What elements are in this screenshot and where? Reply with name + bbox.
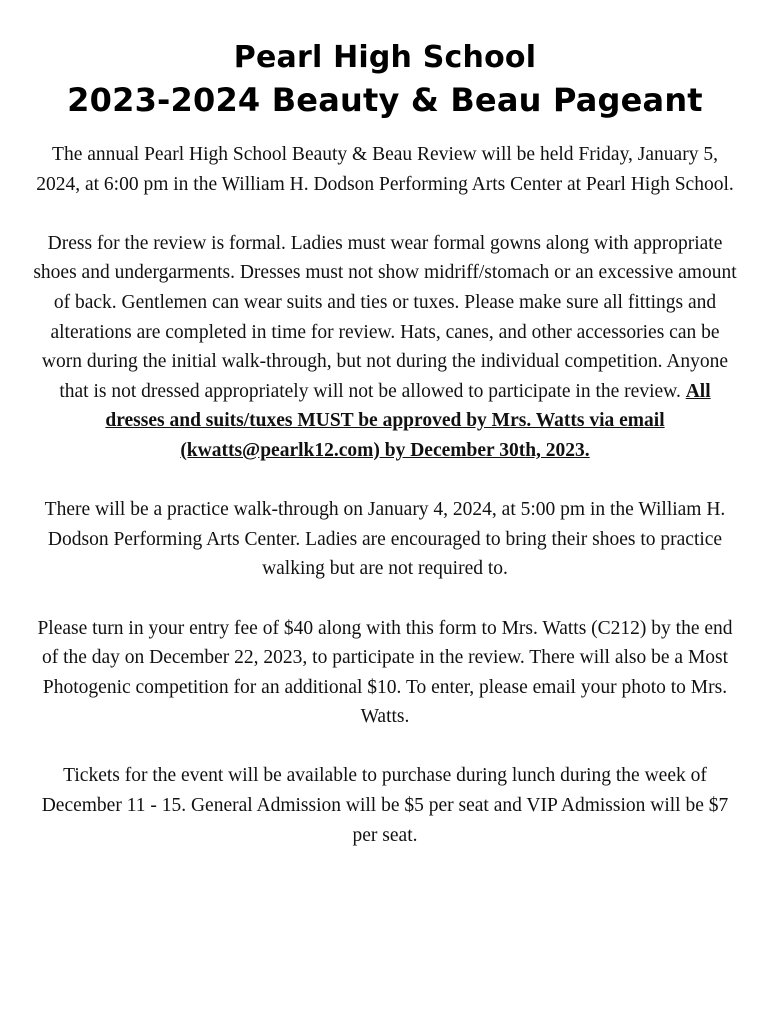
- school-title: Pearl High School: [233, 40, 537, 75]
- practice-paragraph: There will be a practice walk-through on January 4, 2024, at 5:00 pm in the William H. Dodson Performing Arts Center. Ladies are encouraged to bring their shoes to practice walking but are not required to.: [44, 499, 726, 580]
- event-details-paragraph: The annual Pearl High School Beauty & Beau Review will be held Friday, January 5, 2024, at 6:00 pm in the William H. Dodson Performing Arts Center at Pearl High School.: [36, 144, 734, 195]
- pageant-title: 2023-2024 Beauty & Beau Pageant: [67, 81, 703, 119]
- dress-code-text: Dress for the review is formal. Ladies must wear formal gowns along with appropriate shoes and undergarments. Dresses must not show midriff/stomach or an excessive amount of back. Gentlemen can wear suits and ties or tuxes. Please make sure all fittings and alterations are completed in time for review. Hats, canes, and other accessories can be worn during the initial walk-through, but not during the individual competition. Anyone that is not dressed appropriately will not be allowed to participate in the review.: [33, 232, 737, 402]
- dress-code-paragraph: [30, 229, 740, 466]
- tickets-paragraph: Tickets for the event will be available to purchase during lunch during the week of December 11 - 15. General Admission will be $5 per seat and VIP Admission will be $7 per seat.: [41, 765, 729, 846]
- approval-requirement-text: All dresses and suits/tuxes MUST be approved by Mrs. Watts via email (kwatts@pearlk12.com) by December 30th, 2023.: [105, 380, 711, 461]
- entry-fee-paragraph: Please turn in your entry fee of $40 along with this form to Mrs. Watts (C212) by the end of the day on December 22, 2023, to participate in the review. There will also be a Most Photogenic competition for an additional $10. To enter, please email your photo to Mrs. Watts.: [37, 617, 733, 728]
